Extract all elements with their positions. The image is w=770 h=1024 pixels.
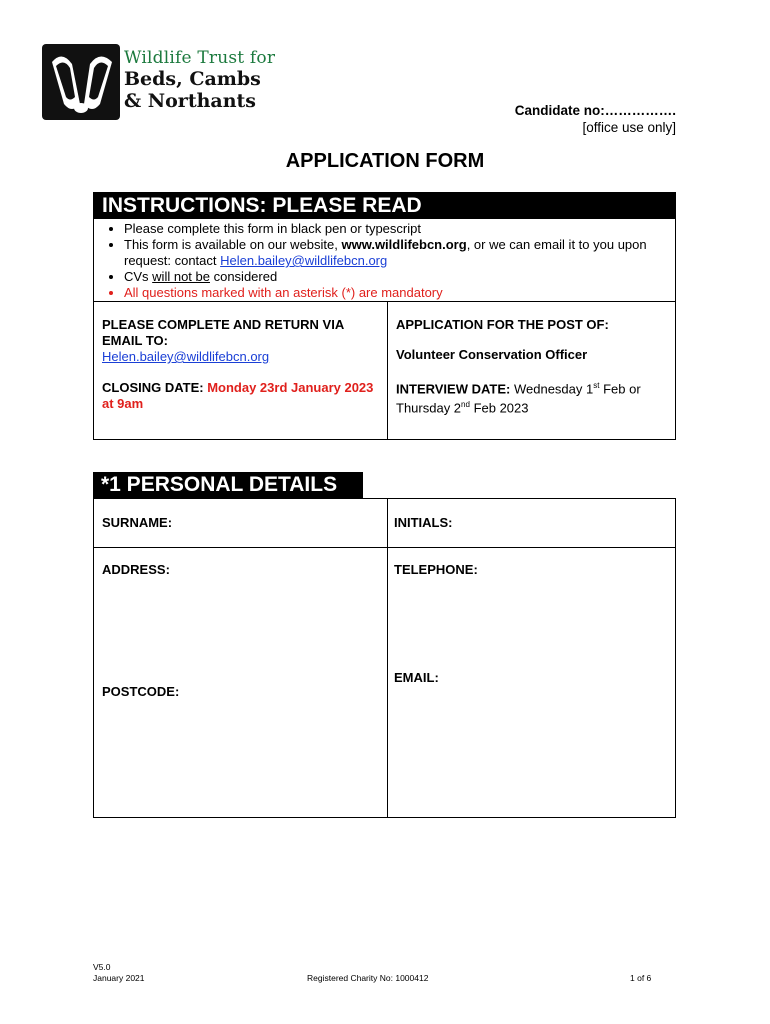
logo-line-2: Beds, Cambs [124, 68, 261, 90]
logo-line-3: & Northants [124, 90, 257, 112]
application-info-box [93, 301, 676, 440]
interview-date-text: Feb 2023 [469, 400, 529, 416]
interview-date-text: Feb or Thursday 2 [396, 381, 641, 416]
address-field[interactable]: ADDRESS: [102, 562, 170, 577]
footer-version [93, 962, 145, 984]
personal-details-box [93, 498, 676, 818]
instruction-text: considered [209, 269, 278, 284]
name-row [94, 499, 675, 548]
instruction-item [124, 221, 675, 237]
post-value: Volunteer Conservation Officer [396, 347, 588, 362]
personal-details-header [93, 472, 676, 498]
candidate-number-label: Candidate no:……………. [514, 103, 676, 118]
ordinal-suffix: st [593, 381, 600, 390]
instruction-text: All questions marked with an asterisk (*) are mandatory [124, 285, 443, 300]
surname-field[interactable]: SURNAME: [102, 515, 173, 530]
interview-date-label: INTERVIEW DATE: [396, 381, 514, 397]
instruction-emphasis: will not be [152, 269, 210, 284]
return-email-link[interactable]: Helen.bailey@wildlifebcn.org [102, 349, 270, 364]
instruction-text: , or we can email it to you upon request: contact [124, 237, 647, 268]
instructions-box [93, 192, 676, 302]
instruction-text: CVs [124, 269, 153, 284]
instruction-text: This form is available on our website, [124, 237, 342, 252]
office-use-note: [office use only] [582, 120, 676, 135]
version-date: January 2021 [93, 973, 145, 983]
page-number: 1 of 6 [630, 973, 652, 983]
instructions-list [94, 221, 675, 301]
instruction-text: Please complete this form in black pen or typescript [124, 221, 421, 236]
instruction-item-mandatory [124, 285, 675, 301]
ordinal-suffix: nd [461, 400, 470, 410]
page-title: APPLICATION FORM [285, 150, 485, 172]
return-label: PLEASE COMPLETE AND RETURN VIA EMAIL TO: [102, 317, 344, 348]
closing-date-value: Monday 23rd January 2023 at 9am [102, 380, 374, 411]
instruction-item [124, 269, 675, 285]
personal-details-heading: *1 PERSONAL DETAILS [93, 472, 363, 498]
candidate-number-block [515, 102, 676, 136]
closing-date [102, 380, 379, 412]
telephone-field[interactable]: TELEPHONE: [394, 562, 478, 577]
interview-date-text: Wednesday 1 [513, 381, 594, 397]
version-number: V5.0 [93, 962, 111, 972]
initials-field[interactable]: INITIALS: [394, 515, 453, 530]
organisation-logo [42, 42, 277, 124]
instructions-heading: INSTRUCTIONS: PLEASE READ [94, 193, 675, 219]
instruction-item [124, 237, 675, 269]
closing-date-label: CLOSING DATE: [102, 380, 208, 395]
badger-logo-icon [42, 42, 124, 122]
website-url: www.wildlifebcn.org [341, 237, 467, 252]
column-divider [387, 499, 388, 817]
email-field[interactable]: EMAIL: [394, 670, 439, 685]
post-label: APPLICATION FOR THE POST OF: [396, 317, 609, 332]
return-details-column [94, 302, 388, 439]
logo-line-1: Wildlife Trust for [124, 48, 276, 68]
postcode-field[interactable]: POSTCODE: [102, 684, 180, 699]
interview-date [396, 378, 667, 417]
post-details-column [388, 302, 675, 439]
charity-number: Registered Charity No: 1000412 [307, 973, 429, 983]
contact-email-link[interactable]: Helen.bailey@wildlifebcn.org [220, 253, 388, 268]
